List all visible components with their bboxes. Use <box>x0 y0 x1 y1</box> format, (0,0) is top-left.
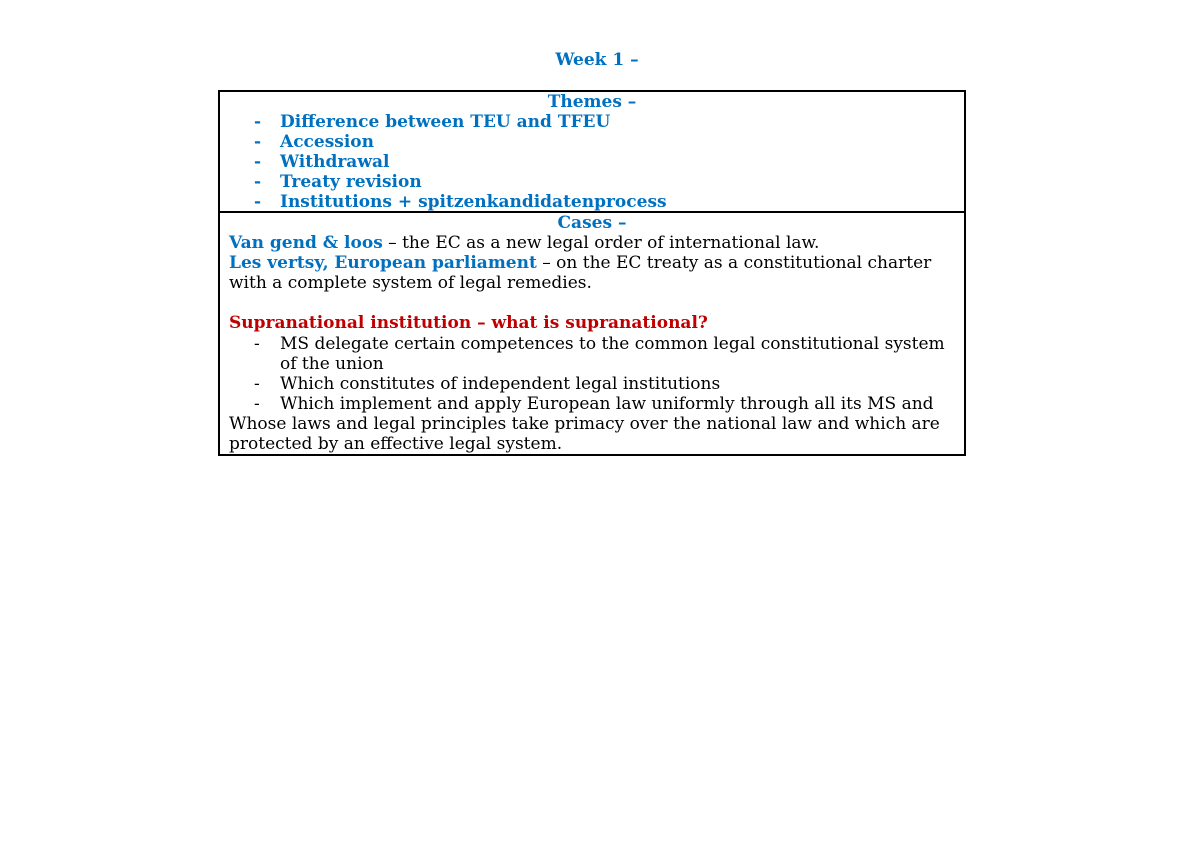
dash-bullet: - <box>254 192 262 213</box>
dash-bullet: - <box>254 132 262 153</box>
theme-text: Accession <box>280 132 375 153</box>
themes-heading: Themes – <box>547 92 637 112</box>
theme-text: Institutions + spitzenkandidatenprocess <box>280 192 667 213</box>
dash-bullet: - <box>254 333 260 354</box>
notes-table <box>218 90 966 456</box>
case-entry <box>229 253 955 293</box>
dash-bullet: - <box>254 373 260 394</box>
dash-bullet: - <box>254 152 262 173</box>
dash-bullet: - <box>254 393 260 414</box>
themes-cell <box>220 92 964 213</box>
list-item <box>229 152 955 172</box>
list-item <box>229 132 955 152</box>
closing-paragraph: Whose laws and legal principles take primacy over the national law and which are protected by an effective legal system. <box>229 413 940 454</box>
themes-list <box>229 112 955 212</box>
dash-bullet: - <box>254 112 262 133</box>
list-item <box>229 374 955 394</box>
theme-text: Difference between TEU and TFEU <box>280 112 611 133</box>
theme-text: Treaty revision <box>280 172 422 193</box>
theme-text: Withdrawal <box>280 152 390 173</box>
supranational-list <box>229 334 955 414</box>
cases-cell <box>220 213 964 454</box>
case-description: – the EC as a new legal order of international law. <box>382 233 820 254</box>
cases-heading: Cases – <box>557 213 627 233</box>
supranational-text: Which implement and apply European law uniformly through all its MS and <box>280 393 934 414</box>
list-item <box>229 334 955 374</box>
spacer <box>229 293 955 313</box>
supranational-text: MS delegate certain competences to the common legal constitutional system of the union <box>280 333 945 374</box>
case-description: – on the EC treaty as a constitutional charter with a complete system of legal remedies. <box>229 253 932 294</box>
case-entry <box>229 233 955 253</box>
supranational-heading: Supranational institution – what is supranational? <box>229 313 708 334</box>
list-item <box>229 394 955 414</box>
case-name: Les vertsy, European parliament <box>229 253 537 274</box>
list-item <box>229 192 955 212</box>
list-item <box>229 172 955 192</box>
page-title: Week 1 – <box>555 50 639 70</box>
dash-bullet: - <box>254 172 262 193</box>
list-item <box>229 112 955 132</box>
supranational-text: Which constitutes of independent legal institutions <box>280 373 721 394</box>
case-name: Van gend & loos <box>229 233 383 254</box>
